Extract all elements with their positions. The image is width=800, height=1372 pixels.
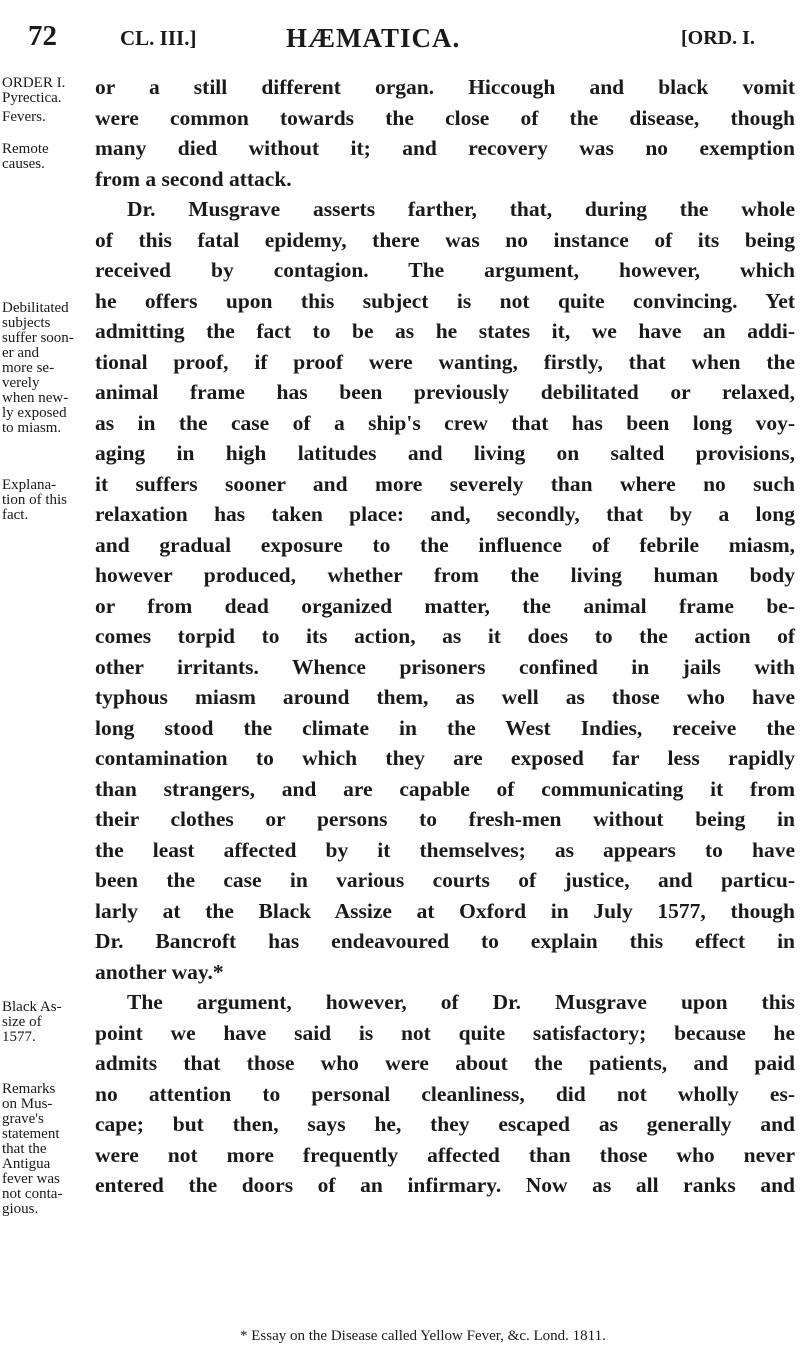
footnote: * Essay on the Disease called Yellow Fever, &c. Lond. 1811. (240, 1328, 606, 1344)
text-line: the least affected by it themselves; as appears to have (95, 837, 795, 862)
class-label: CL. III.] (120, 26, 197, 50)
text-line: another way.* (95, 959, 224, 984)
text-line: however produced, whether from the living human body (95, 563, 795, 587)
text-line: many died without it; and recovery was no exemption (95, 136, 795, 160)
text-line: were common towards the close of the disease, though (95, 105, 795, 130)
text-line: other irritants. Whence prisoners confined in jails with (95, 654, 795, 679)
text-line: or a still different organ. Hiccough and black vomit (95, 75, 795, 99)
text-line: long stood the climate in the West Indies, receive the (95, 715, 795, 740)
margin-note-debilitated: Debilitated subjects suffer soon- er and more se- verely when new- ly exposed to miasm. (2, 300, 74, 436)
text-line: and gradual exposure to the influence of febrile miasm, (95, 532, 795, 557)
text-line: animal frame has been previously debilitated or relaxed, (95, 380, 795, 404)
text-line: point we have said is not quite satisfactory; because he (95, 1020, 795, 1045)
paragraph-2 (95, 194, 795, 987)
text-line: Dr. Musgrave asserts farther, that, during the whole (127, 197, 795, 221)
running-title: HÆMATICA. (286, 23, 461, 53)
text-line: Dr. Bancroft has endeavoured to explain this effect in (95, 929, 795, 953)
running-header (28, 20, 798, 54)
text-line: larly at the Black Assize at Oxford in July 1577, though (95, 898, 795, 923)
text-line: admits that those who were about the patients, and paid (95, 1051, 795, 1075)
text-line: aging in high latitudes and living on salted provisions, (95, 441, 795, 465)
text-line: typhous miasm around them, as well as those who have (95, 685, 795, 709)
text-line: than strangers, and are capable of communicating it from (95, 776, 795, 801)
margin-note-remote-causes: Remote causes. (2, 141, 49, 172)
order-label: [ORD. I. (681, 27, 755, 49)
text-line: been the case in various courts of justice, and particu- (95, 868, 795, 892)
text-line: tional proof, if proof were wanting, firstly, that when the (95, 349, 795, 374)
text-line: of this fatal epidemy, there was no instance of its being (95, 227, 795, 252)
paragraph-1 (95, 72, 795, 194)
text-line: cape; but then, says he, they escaped as generally and (95, 1112, 795, 1136)
margin-note-black-assize: Black As- size of 1577. (2, 999, 62, 1045)
margin-note-remarks: Remarks on Mus- grave's statement that the Antigua fever was not conta- gious. (2, 1081, 63, 1217)
paragraph-3 (95, 987, 795, 1201)
margin-note-explanation: Explana- tion of this fact. (2, 477, 68, 523)
text-line: their clothes or persons to fresh-men without being in (95, 807, 795, 831)
text-line: no attention to personal cleanliness, did not wholly es- (95, 1081, 795, 1106)
text-line: received by contagion. The argument, however, which (95, 258, 795, 282)
margin-note-order: ORDER I. Pyrectica. (2, 75, 66, 106)
text-line: The argument, however, of Dr. Musgrave upon this (127, 990, 795, 1014)
text-line: or from dead organized matter, the animal frame be- (95, 593, 795, 618)
body-text (95, 72, 795, 1201)
page-number: 72 (28, 20, 57, 52)
text-line: as in the case of a ship's crew that has been long voy- (95, 410, 795, 435)
margin-note-fevers: Fevers. (2, 109, 46, 125)
text-line: admitting the fact to be as he states it, we have an addi- (95, 319, 795, 343)
text-line: from a second attack. (95, 166, 292, 191)
text-line: entered the doors of an infirmary. Now as all ranks and (95, 1173, 795, 1197)
text-line: it suffers sooner and more severely than where no such (95, 471, 795, 496)
text-line: comes torpid to its action, as it does to the action of (95, 624, 795, 648)
text-line: he offers upon this subject is not quite convincing. Yet (95, 288, 795, 313)
text-line: contamination to which they are exposed far less rapidly (95, 746, 795, 770)
text-line: were not more frequently affected than those who never (95, 1142, 795, 1167)
text-line: relaxation has taken place: and, secondly, that by a long (95, 502, 795, 526)
